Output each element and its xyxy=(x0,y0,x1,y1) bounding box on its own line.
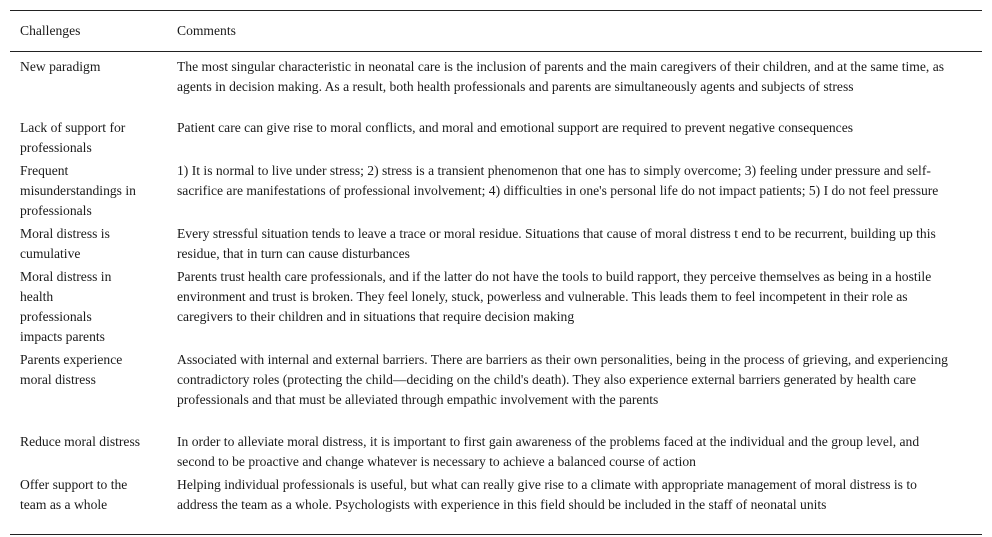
header-comments: Comments xyxy=(167,11,982,52)
challenge-cell: Reduce moral distress xyxy=(20,433,141,449)
comment-cell: 1) It is normal to live under stress; 2) stress is a transient phenomenon that one has to simply overcome; 3) feeling under pressure and self-sacrifice are manifestations of professional involvement; 4) difficulties in one's personal life do not impact patients; 5) I do not feel pressure xyxy=(177,162,939,198)
table-header xyxy=(10,11,982,52)
header-challenges: Challenges xyxy=(10,11,167,52)
table-row xyxy=(10,115,982,158)
table-row xyxy=(10,347,982,429)
table-body xyxy=(10,52,982,534)
challenges-table xyxy=(10,10,982,534)
table-row xyxy=(10,52,982,115)
table-row xyxy=(10,221,982,264)
challenge-cell: New paradigm xyxy=(20,59,101,74)
table-row xyxy=(10,472,982,534)
header-row xyxy=(10,11,982,52)
table-row xyxy=(10,429,982,472)
challenge-cell: Offer support to the team as a whole xyxy=(20,476,128,512)
challenge-cell: Frequent misunderstandings in professionals xyxy=(20,162,136,218)
challenge-cell: Lack of support for professionals xyxy=(20,119,126,155)
challenge-cell: Parents experience moral distress xyxy=(20,351,123,387)
comment-cell: In order to alleviate moral distress, it is important to first gain awareness of the problems faced at the individual and the group level, and second to be proactive and change whatever is necessary to achieve a balanced course of action xyxy=(177,433,920,469)
comment-cell: Helping individual professionals is useful, but what can really give rise to a climate with appropriate management of moral distress is to address the team as a whole. Psychologists with experience in this field should be included in the staff of neonatal units xyxy=(177,476,917,512)
table-bottom-rule xyxy=(10,534,982,535)
challenge-cell: Moral distress in health professionals impacts parents xyxy=(20,268,112,344)
challenge-cell: Moral distress is cumulative xyxy=(20,225,110,261)
comment-cell: The most singular characteristic in neonatal care is the inclusion of parents and the main caregivers of their children, and at the same time, as agents in decision making. As a result, both health professionals and parents are simultaneously agents and subjects of stress xyxy=(177,59,945,94)
comment-cell: Parents trust health care professionals, and if the latter do not have the tools to build rapport, they perceive themselves as being in a hostile environment and trust is broken. They feel lonely, stuck, powerless and vulnerable. This leads them to feel incompetent in their role as caregivers to their children and in situations that require decision making xyxy=(177,268,932,324)
challenges-table-container xyxy=(10,10,982,535)
table-row xyxy=(10,264,982,347)
comment-cell: Every stressful situation tends to leave a trace or moral residue. Situations that cause of moral distress t end to be recurrent, building up this residue, that in turn can cause disturbances xyxy=(177,225,936,261)
table-row xyxy=(10,158,982,221)
comment-cell: Patient care can give rise to moral conflicts, and moral and emotional support are required to prevent negative consequences xyxy=(177,119,854,135)
comment-cell: Associated with internal and external barriers. There are barriers as their own personalities, being in the process of grieving, and experiencing contradictory roles (protecting the child—deciding on the child's death). They also experience external barriers generated by health care professionals and that must be alleviated through empathic involvement with the parents xyxy=(177,351,948,407)
